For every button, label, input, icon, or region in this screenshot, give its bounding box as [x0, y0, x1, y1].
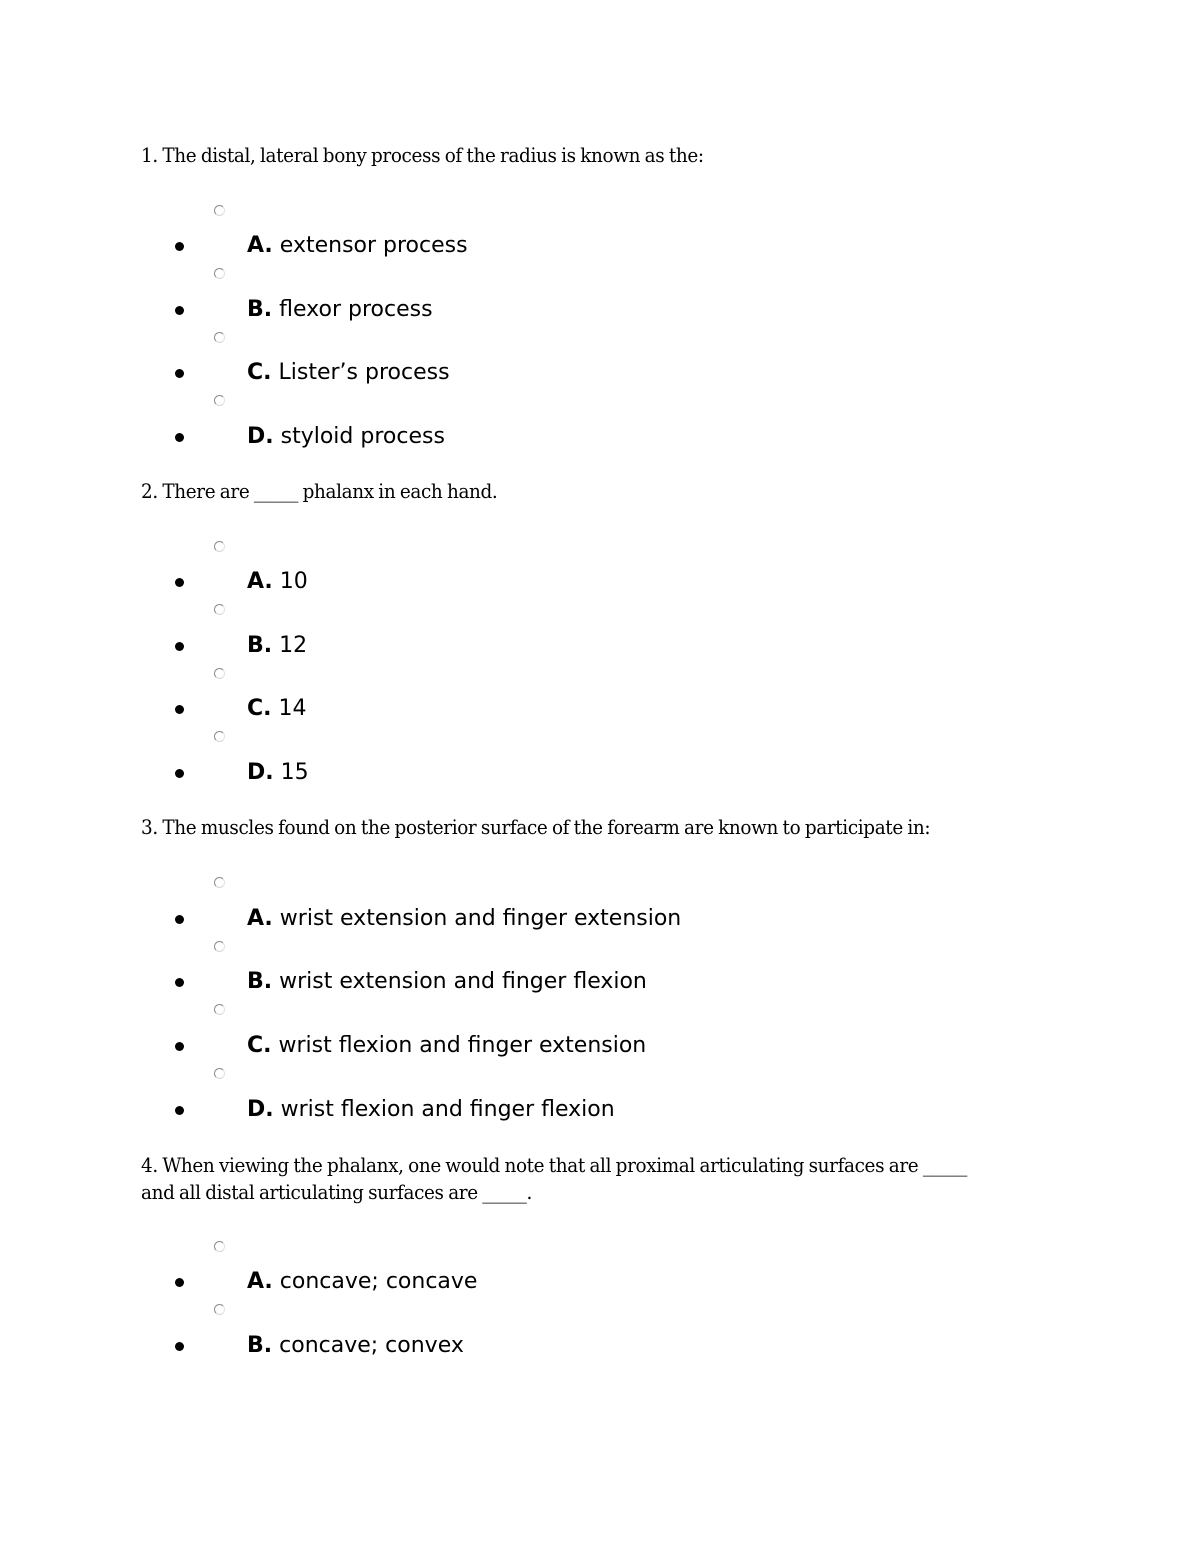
question-3-text: 3. The muscles found on the posterior surface of the forearm are known to participate in: — [141, 815, 931, 839]
option-letter: D. — [247, 1097, 274, 1122]
option-q1-d[interactable] — [247, 424, 445, 450]
option-letter: B. — [247, 633, 273, 658]
radio-q4-b[interactable] — [214, 1304, 225, 1315]
bullet-icon — [175, 1106, 184, 1115]
option-q2-c[interactable] — [247, 696, 307, 722]
option-letter: D. — [247, 760, 274, 785]
option-q3-a[interactable] — [247, 906, 681, 932]
option-letter: C. — [247, 360, 272, 385]
bullet-icon — [175, 705, 184, 714]
option-label: 15 — [280, 760, 309, 785]
option-label: extensor process — [279, 233, 468, 258]
option-label: wrist extension and finger extension — [279, 906, 682, 931]
bullet-icon — [175, 1278, 184, 1287]
bullet-icon — [175, 769, 184, 778]
option-letter: C. — [247, 1033, 272, 1058]
option-label: styloid process — [280, 424, 445, 449]
radio-q4-a[interactable] — [214, 1241, 225, 1252]
radio-q2-d[interactable] — [214, 731, 225, 742]
bullet-icon — [175, 1042, 184, 1051]
option-q1-a[interactable] — [247, 233, 468, 259]
radio-q3-a[interactable] — [214, 877, 225, 888]
radio-q2-c[interactable] — [214, 668, 225, 679]
option-letter: A. — [247, 233, 273, 258]
option-label: concave; convex — [279, 1333, 464, 1358]
bullet-icon — [175, 306, 184, 315]
radio-q1-c[interactable] — [214, 332, 225, 343]
bullet-icon — [175, 978, 184, 987]
option-letter: B. — [247, 969, 273, 994]
radio-q2-a[interactable] — [214, 541, 225, 552]
option-letter: C. — [247, 696, 272, 721]
bullet-icon — [175, 433, 184, 442]
option-letter: A. — [247, 906, 273, 931]
radio-q2-b[interactable] — [214, 604, 225, 615]
radio-q3-d[interactable] — [214, 1068, 225, 1079]
option-q4-a[interactable] — [247, 1269, 477, 1295]
bullet-icon — [175, 578, 184, 587]
option-q2-d[interactable] — [247, 760, 309, 786]
option-label: 12 — [279, 633, 308, 658]
option-q3-b[interactable] — [247, 969, 647, 995]
radio-q1-b[interactable] — [214, 268, 225, 279]
question-2-text: 2. There are _____ phalanx in each hand. — [141, 479, 498, 503]
option-label: wrist flexion and finger extension — [278, 1033, 647, 1058]
option-letter: D. — [247, 424, 274, 449]
option-label: Lister’s process — [278, 360, 450, 385]
bullet-icon — [175, 642, 184, 651]
option-q2-a[interactable] — [247, 569, 308, 595]
option-q4-b[interactable] — [247, 1333, 464, 1359]
option-q3-c[interactable] — [247, 1033, 646, 1059]
option-letter: A. — [247, 1269, 273, 1294]
option-letter: B. — [247, 1333, 273, 1358]
bullet-icon — [175, 369, 184, 378]
radio-q3-b[interactable] — [214, 941, 225, 952]
radio-q3-c[interactable] — [214, 1004, 225, 1015]
option-label: 10 — [279, 569, 308, 594]
option-letter: A. — [247, 569, 273, 594]
option-label: wrist flexion and finger flexion — [280, 1097, 615, 1122]
option-q1-b[interactable] — [247, 297, 433, 323]
question-1-text: 1. The distal, lateral bony process of the radius is known as the: — [141, 143, 704, 167]
option-label: flexor process — [279, 297, 433, 322]
option-q2-b[interactable] — [247, 633, 307, 659]
bullet-icon — [175, 915, 184, 924]
option-q3-d[interactable] — [247, 1097, 615, 1123]
bullet-icon — [175, 242, 184, 251]
option-label: 14 — [278, 696, 307, 721]
question-4-text: 4. When viewing the phalanx, one would note that all proximal articulating surfaces are _____ and all distal articulating surfaces are _____. — [141, 1153, 968, 1204]
option-label: wrist extension and finger flexion — [279, 969, 647, 994]
option-q1-c[interactable] — [247, 360, 450, 386]
radio-q1-d[interactable] — [214, 395, 225, 406]
bullet-icon — [175, 1342, 184, 1351]
option-label: concave; concave — [279, 1269, 478, 1294]
radio-q1-a[interactable] — [214, 205, 225, 216]
option-letter: B. — [247, 297, 273, 322]
